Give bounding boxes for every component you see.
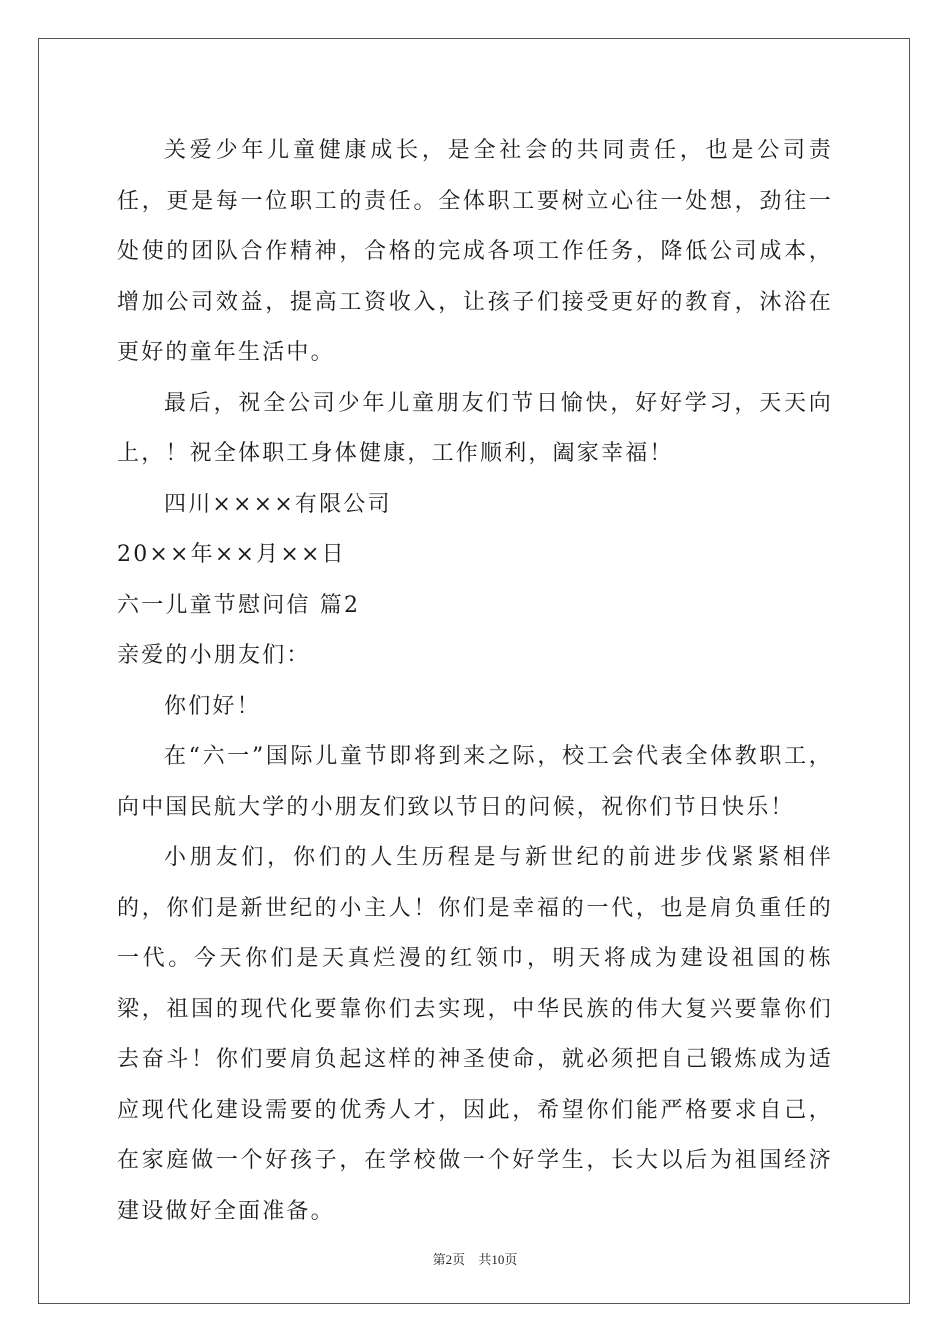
paragraph-responsibility: 关爱少年儿童健康成长，是全社会的共同责任，也是公司责任，更是每一位职工的责任。全体职工要树立心往一处想，劲往一处使的团队合作精神，合格的完成各项工作任务，降低公司成本，增加公司效益，提高工资收入，让孩子们接受更好的教育，沐浴在更好的童年生活中。 — [117, 138, 833, 365]
paragraph-expectations: 小朋友们，你们的人生历程是与新世纪的前进步伐紧紧相伴的，你们是新世纪的小主人！你们是幸福的一代，也是肩负重任的一代。今天你们是天真烂漫的红领巾，明天将成为建设祖国的栋梁，祖国的现代化要靠你们去实现，中华民族的伟大复兴要靠你们去奋斗！你们要肩负起这样的神圣使命，就必须把自己锻炼成为适应现代化建设需要的优秀人才，因此，希望你们能严格要求自己，在家庭做一个好孩子，在学校做一个好学生，长大以后为祖国经济建设做好全面准备。 — [117, 845, 833, 1224]
salutation: 亲爱的小朋友们： — [117, 643, 311, 668]
document-body — [117, 126, 833, 1237]
paragraph-holiday-greeting: 在“六一”国际儿童节即将到来之际，校工会代表全体教职工，向中国民航大学的小朋友们致以节日的问候，祝你们节日快乐！ — [117, 744, 833, 820]
page-total: 共10页 — [478, 1252, 518, 1267]
greeting: 你们好！ — [164, 693, 261, 719]
paragraph-closing-wishes: 最后，祝全公司少年儿童朋友们节日愉快，好好学习，天天向上，！祝全体职工身体健康，工作顺利，阖家幸福！ — [117, 390, 833, 466]
page-number: 第2页 — [432, 1252, 466, 1267]
signature-date: 20××年××月××日 — [117, 542, 346, 567]
section-title: 六一儿童节慰问信 篇2 — [117, 592, 361, 618]
page-footer — [0, 1249, 950, 1268]
signature-company: 四川××××有限公司 — [164, 491, 392, 517]
